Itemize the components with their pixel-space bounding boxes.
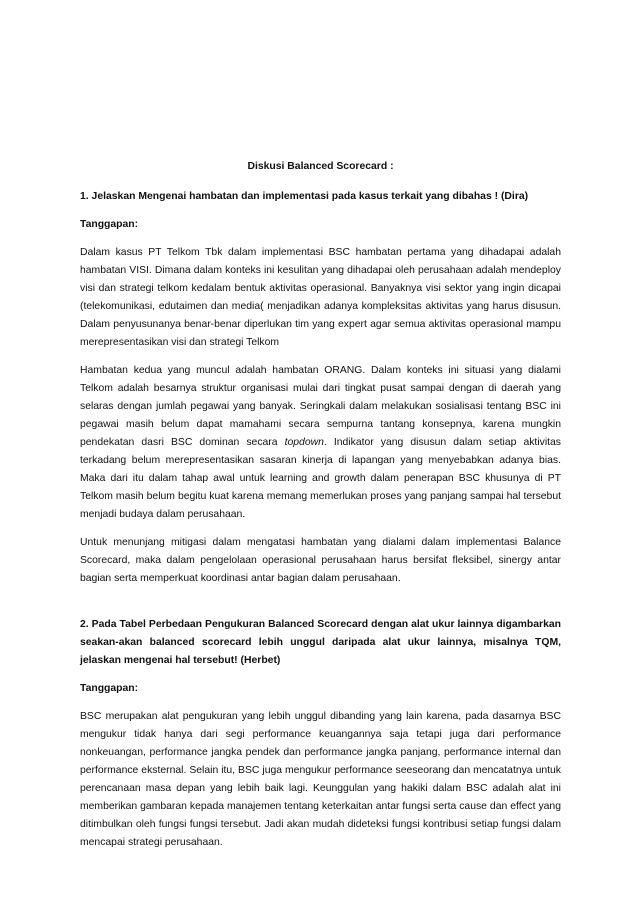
document-title: Diskusi Balanced Scorecard : — [247, 161, 394, 172]
response-label-2: Tanggapan: — [80, 683, 139, 694]
question-2: 2. Pada Tabel Perbedaan Pengukuran Balanced Scorecard dengan alat ukur lainnya digambarkan seakan-akan balanced scorecard lebih unggul daripada alat ukur lainnya, misalnya TQM, jelaskan mengenai hal tersebut! (Herbet) — [80, 619, 561, 666]
q2-paragraph-1: BSC merupakan alat pengukuran yang lebih unggul dibanding yang lain karena, pada dasarnya BSC mengukur tidak hanya dari segi performance keuangannya saja tetapi juga dari performance nonkeuangan, performance jangka pendek dan performance jangka panjang, performance internal dan performance eksternal. Selain itu, BSC juga mengukur performance seeseorang dan mencatatnya untuk perencanaan masa depan yang lebih baik lagi. Keunggulan yang hakiki dalam BSC adalah alat ini memberikan gambaran kepada manajemen tentang keterkaitan antar fungsi serta cause dan effect yang ditimbulkan oleh fungsi fungsi tersebut. Jadi akan mudah dideteksi fungsi kontribusi setiap fungsi dalam mencapai strategi perusahaan. — [80, 711, 561, 848]
q1-paragraph-1: Dalam kasus PT Telkom Tbk dalam implementasi BSC hambatan pertama yang dihadapai adalah hambatan VISI. Dimana dalam konteks ini kesulitan yang dihadapai oleh perusahaan adalah mendeploy visi dan strategi telkom kedalam bentuk aktivitas operasional. Banyaknya visi sektor yang ingin dicapai (telekomunikasi, edutaimen dan media( menjadikan adanya kompleksitas aktivitas yang harus disusun. Dalam penyusunanya benar-benar diperlukan tim yang expert agar semua aktivitas operasional mampu merepresentasikan visi dan strategi Telkom — [80, 247, 561, 348]
q1-paragraph-2-text-a: Hambatan kedua yang muncul adalah hambatan ORANG. Dalam konteks ini situasi yang dialami Telkom adalah besarnya struktur organisasi mulai dari tingkat pusat sampai dengan di daerah yang selaras dengan jumlah pegawai yang banyak. Seringkali dalam melakukan sosialisasi tentang BSC ini pegawai masih belum dapat mamahami secara sempurna tantang konsepnya, karena mungkin pendekatan dasri BSC dominan secara — [80, 365, 561, 448]
question-1: 1. Jelaskan Mengenai hambatan dan implementasi pada kasus terkait yang dibahas ! (Dira) — [80, 191, 529, 202]
q1-paragraph-2-text-b: . Indikator yang disusun dalam setiap aktivitas terkadang belum merepresentasikan sasaran kinerja di lapangan yang menyebabkan adanya bias. Maka dari itu dalam tahap awal untuk learning and growth dalam penerapan BSC khusunya di PT Telkom masih belum begitu kuat karena memang memerlukan proses yang panjang sampai hal tersebut menjadi budaya dalam perusahaan. — [80, 437, 561, 520]
q1-paragraph-3: Untuk menunjang mitigasi dalam mengatasi hambatan yang dialami dalam implementasi Balance Scorecard, maka dalam pengelolaan operasional perusahaan harus bersifat fleksibel, sinergy antar bagian serta memperkuat koordinasi antar bagian dalam perusahaan. — [80, 537, 561, 584]
q1-paragraph-2 — [80, 362, 561, 524]
q1-paragraph-2-italic: topdown — [284, 437, 324, 448]
response-label-1: Tanggapan: — [80, 219, 139, 230]
